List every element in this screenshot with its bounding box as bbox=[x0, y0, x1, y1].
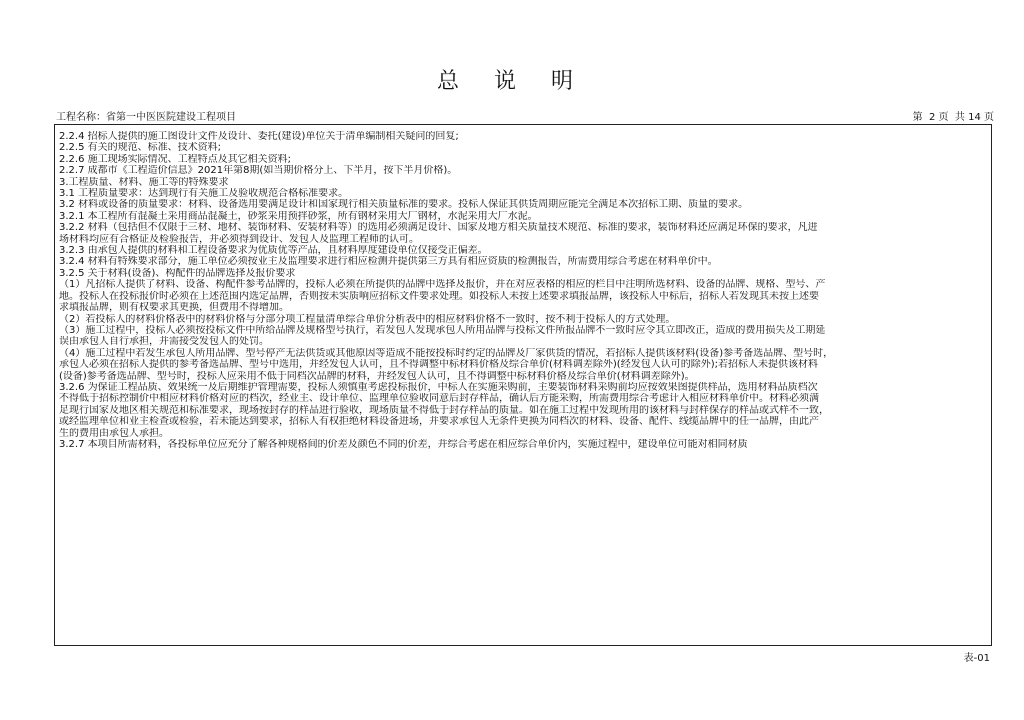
text-line: 3.2.4 材料有特殊要求部分，施工单位必须按业主及监理要求进行相应检测并提供第三方具有相应资质的检测报告，所需费用综合考虑在材料单价中。 bbox=[59, 256, 718, 268]
text-line: 不得低于招标控制价中相应材料价格对应的档次，经业主、设计单位、监理单位验收同意后封存样品，确认后方能采购，所需费用综合考虑计入相应材料单价中。材料必须满 bbox=[59, 393, 819, 405]
text-line: 3.2.7 本项目所需材料，各投标单位应充分了解各种规格间的价差及颜色不同的价差，并综合考虑在相应综合单价内，实施过程中，建设单位可能对相同材质 bbox=[59, 438, 748, 450]
text-line: 足现行国家及地区相关规范和标准要求，现场按封存的样品进行验收，现场质量不得低于封存样品的质量。如在施工过程中发现所用的该材料与封样保存的样品或式样不一致， bbox=[59, 404, 829, 416]
table-number: 表-01 bbox=[963, 653, 990, 664]
text-line: （4）施工过程中若发生承包人所用品牌、型号停产无法供货或其他原因等造成不能按投标时约定的品牌及厂家供货的情况，若招标人提供该材料(设备)参考备选品牌、型号时， bbox=[59, 347, 834, 359]
text-line: 场材料均应有合格证及检验报告，并必须得到设计、发包人及监理工程师的认可。 bbox=[59, 233, 419, 245]
text-line: 2.2.6 施工现场实际情况、工程特点及其它相关资料; bbox=[59, 153, 291, 165]
text-line: （3）施工过程中，投标人必须按投标文件中所给品牌及规格型号执行，若发包人发现承包人所用品牌与投标文件所报品牌不一致时应令其立即改正，造成的费用损失及工期延 bbox=[59, 324, 826, 336]
text-line: 3.2.1 本工程所有混凝土采用商品混凝土，砂浆采用预拌砂浆，所有钢材采用大厂钢材，水泥采用大厂水泥。 bbox=[59, 210, 538, 222]
text-line: 3.2.2 材料（包括但不仅限于三材、地材、装饰材料、安装材料等）的选用必须满足设计、国家及地方相关质量技术规范、标准的要求，装饰材料还应满足环保的要求，凡进 bbox=[59, 222, 818, 234]
text-line: 求填报品牌，则有权要求其更换，但费用不得增加。 bbox=[59, 302, 289, 314]
project-name: 工程名称：省第一中医医院建设工程项目 bbox=[56, 112, 236, 123]
text-line: 生的费用由承包人承担。 bbox=[59, 427, 169, 439]
text-line: 3.2.6 为保证工程品质、效果统一及后期维护管理需要，投标人须慎重考虑投标报价，中标人在实施采购前，主要装饰材料采购前均应按效果图提供样品，选用材料品质档次 bbox=[59, 381, 818, 393]
text-line: （1）凡招标人提供了材料、设备、构配件参考品牌的，投标人必须在所提供的品牌中选择及报价，并在对应表格的相应的栏目中注明所选材料、设备的品牌、规格、型号、产 bbox=[59, 279, 826, 291]
page-number: 第 2 页 共 14 页 bbox=[912, 112, 994, 123]
document-title: 总 说 明 bbox=[437, 69, 587, 94]
text-line: 3.2.5 关于材料(设备)、构配件的品牌选择及报价要求 bbox=[59, 267, 296, 279]
section-heading: 3.工程质量、材料、施工等的特殊要求 bbox=[59, 176, 229, 188]
text-line: 2.2.4 招标人提供的施工图设计文件及设计、委托(建设)单位关于清单编制相关疑问的回复; bbox=[59, 131, 459, 142]
text-line: 地。投标人在投标报价时必须在上述范围内选定品牌，否则按未实质响应招标文件要求处理。如投标人未按上述要求填报品牌，该投标人中标后，招标人若发现其未按上述要 bbox=[59, 290, 819, 302]
text-line: 3.2 材料或设备的质量要求：材料、设备选用要满足设计和国家现行相关质量标准的要求。投标人保证其供货周期应能完全满足本次招标工期、质量的要求。 bbox=[59, 199, 749, 211]
text-line: 承包人必须在招标人提供的参考备选品牌、型号中选用，并经发包人认可，且不得调整中标材料价格及综合单价(材料调差除外)(经发包人认可的除外);若招标人未提供该材料 bbox=[59, 359, 818, 371]
text-line: (设备)参考备选品牌、型号时，投标人应采用不低于同档次品牌的材料，并经发包人认可，且不得调整中标材料价格及综合单价(材料调差除外)。 bbox=[59, 370, 695, 382]
text-line: （2）若投标人的材料价格表中的材料价格与分部分项工程量清单综合单价分析表中的相应材料价格不一致时，按不利于投标人的方式处理。 bbox=[59, 313, 676, 325]
content-box bbox=[54, 124, 992, 646]
header-meta bbox=[56, 111, 994, 125]
text-line: 3.2.3 由承包人提供的材料和工程设备要求为优质优等产品，且材料厚度建设单位仅接受正偏差。 bbox=[59, 245, 488, 257]
text-line: 2.2.7 成都市《工程造价信息》2021年第8期(如当期价格分上、下半月，按下半月价格)。 bbox=[59, 165, 458, 177]
text-line: 误由承包人自行承担，并需接受发包人的处罚。 bbox=[59, 336, 269, 348]
text-line: 3.1 工程质量要求：达到现行有关施工及验收规范合格标准要求。 bbox=[59, 188, 349, 200]
text-line: 或经监理单位和业主检查或检验，若未能达到要求，招标人有权拒绝材料设备进场，并要求承包人无条件更换为同档次的材料、设备、配件、线缆品牌中的任一品牌，由此产 bbox=[59, 416, 819, 428]
text-line: 2.2.5 有关的规范、标准、技术资料; bbox=[59, 142, 221, 154]
